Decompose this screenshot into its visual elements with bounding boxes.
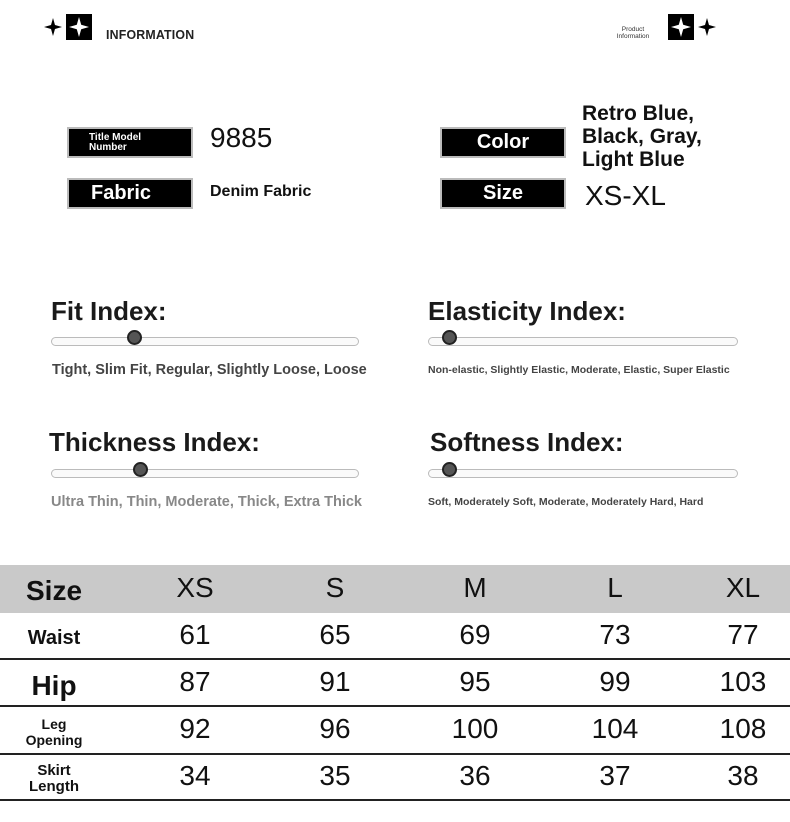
fit-index-knob (127, 330, 142, 345)
color-value-line2: Black, Gray, (582, 125, 702, 148)
header-right-line1: Product (621, 26, 645, 33)
model-label-line1: Title Model (89, 131, 142, 143)
table-cell: 96 (319, 713, 351, 744)
table-row-label-hip: Hip (31, 670, 77, 701)
elasticity-index-title: Elasticity Index: (428, 296, 626, 326)
color-value-line1: Retro Blue, (582, 102, 695, 125)
skirt-length-label-line1: Skirt (37, 762, 71, 779)
header-product-information (608, 26, 658, 40)
header-right-logo (668, 14, 716, 40)
table-cell: 38 (727, 760, 759, 791)
table-cell: 108 (719, 713, 767, 744)
size-col-m: M (463, 572, 487, 603)
thickness-index-options: Ultra Thin, Thin, Moderate, Thick, Extra Thick (51, 494, 362, 510)
color-label: Color (440, 127, 566, 158)
color-value (582, 102, 702, 171)
table-row-divider (0, 705, 790, 707)
size-table-header-label: Size (25, 575, 83, 606)
size-value: XS-XL (585, 180, 666, 211)
softness-index-options: Soft, Moderately Soft, Moderate, Moderately Hard, Hard (428, 496, 704, 508)
table-cell: 99 (599, 666, 631, 697)
table-cell: 87 (179, 666, 211, 697)
table-cell: 35 (319, 760, 351, 791)
table-cell: 37 (599, 760, 631, 791)
table-cell: 92 (179, 713, 211, 744)
table-cell: 65 (319, 619, 351, 650)
table-row-label-leg-opening (0, 716, 108, 748)
size-col-xs: XS (176, 572, 214, 603)
sparkle-icon (698, 18, 716, 36)
table-row-divider (0, 658, 790, 660)
elasticity-index-options: Non-elastic, Slightly Elastic, Moderate, Elastic, Super Elastic (428, 364, 730, 376)
table-cell: 104 (591, 713, 639, 744)
thickness-index-knob (133, 462, 148, 477)
fabric-value: Denim Fabric (210, 183, 312, 200)
table-cell: 95 (459, 666, 491, 697)
table-cell: 73 (599, 619, 631, 650)
fit-index-options: Tight, Slim Fit, Regular, Slightly Loose, Loose (52, 362, 367, 378)
thickness-index-title: Thickness Index: (49, 427, 260, 457)
fit-index-track (51, 337, 359, 346)
size-table-header (0, 565, 790, 613)
table-cell: 103 (719, 666, 767, 697)
header-information-title: INFORMATION (106, 27, 195, 42)
table-row-divider (0, 753, 790, 755)
color-value-line3: Light Blue (582, 148, 685, 171)
size-col-l: L (607, 572, 623, 603)
sparkle-icon (44, 18, 62, 36)
size-col-xl: XL (725, 572, 761, 603)
table-cell: 77 (727, 619, 759, 650)
table-row-label-skirt-length (0, 763, 108, 795)
table-cell: 34 (179, 760, 211, 791)
sparkle-box-icon (668, 14, 694, 40)
fabric-label: Fabric (67, 178, 193, 209)
header-right-line2: Information (616, 33, 650, 40)
elasticity-index-track (428, 337, 738, 346)
table-cell: 100 (451, 713, 499, 744)
table-row-divider (0, 799, 790, 801)
softness-index-title: Softness Index: (430, 427, 624, 457)
table-cell: 36 (459, 760, 491, 791)
sparkle-box-icon (66, 14, 92, 40)
fit-index-title: Fit Index: (51, 296, 167, 326)
leg-opening-label-line1: Leg (41, 716, 67, 732)
table-cell: 69 (459, 619, 491, 650)
model-number-label (67, 127, 193, 158)
skirt-length-label-line2: Length (29, 778, 79, 795)
size-label: Size (440, 178, 566, 209)
header-left-logo (44, 14, 92, 40)
leg-opening-label-line2: Opening (25, 732, 83, 748)
thickness-index-track (51, 469, 359, 478)
model-label-line2: Number (89, 141, 127, 153)
size-col-s: S (325, 572, 345, 603)
model-number-value: 9885 (210, 122, 273, 153)
table-cell: 61 (179, 619, 211, 650)
softness-index-track (428, 469, 738, 478)
table-cell: 91 (319, 666, 351, 697)
table-row-label-waist: Waist (27, 627, 81, 649)
